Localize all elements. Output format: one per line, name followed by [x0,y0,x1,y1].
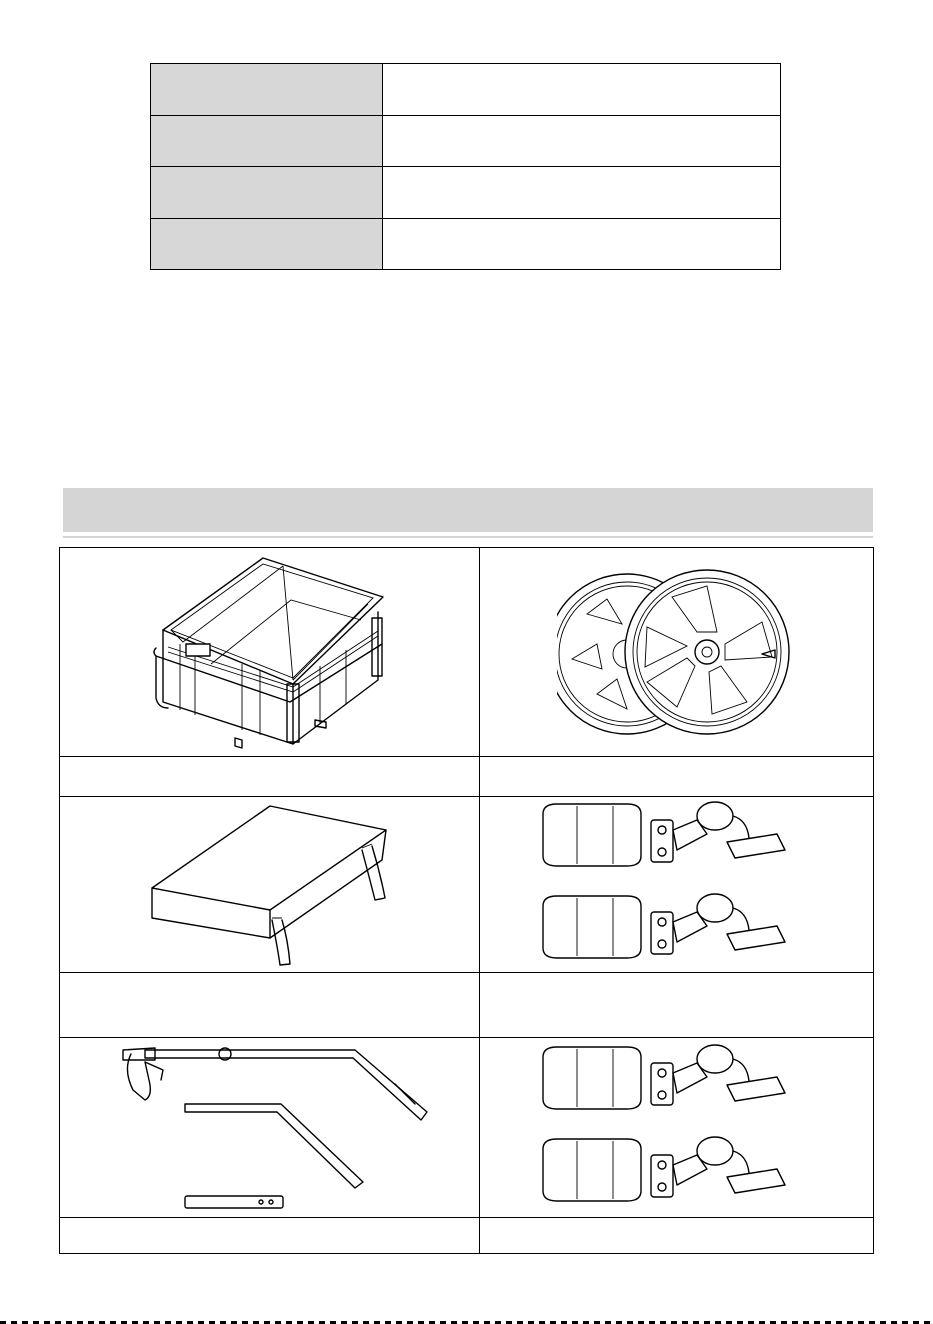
parts-caption-row [60,1218,874,1254]
basket-illustration [150,552,390,752]
spec-label [151,64,383,116]
part-cell-basket [60,548,480,757]
wheels-illustration [557,562,797,742]
part-caption-handle [60,1218,480,1254]
section-divider [63,536,873,538]
part-cell-cover [60,797,480,973]
part-cell-handle [60,1038,480,1218]
part-caption-cover [60,973,480,1038]
parts-image-row [60,797,874,973]
spec-row [151,115,781,167]
parts-image-row [60,548,874,757]
reflector-clamp-illustration [537,1043,817,1213]
spec-value [383,115,781,167]
section-header [63,488,873,532]
spec-row [151,218,781,270]
spec-label [151,218,383,270]
spec-label [151,167,383,219]
parts-caption-row [60,973,874,1038]
parts-table [59,547,874,1254]
spec-row [151,64,781,116]
cover-illustration [140,800,400,970]
parts-caption-row [60,757,874,797]
part-cell-reflector-b [480,1038,874,1218]
handle-bar-illustration [105,1040,435,1216]
spec-value [383,167,781,219]
parts-image-row [60,1038,874,1218]
reflector-clamp-illustration [537,800,817,970]
spec-row [151,167,781,219]
part-caption-reflector-a [480,973,874,1038]
part-caption-basket [60,757,480,797]
part-cell-reflector-a [480,797,874,973]
part-caption-reflector-b [480,1218,874,1254]
spec-table [150,63,781,270]
part-caption-wheels [480,757,874,797]
part-cell-wheels [480,548,874,757]
spec-value [383,64,781,116]
spec-label [151,115,383,167]
spec-value [383,218,781,270]
